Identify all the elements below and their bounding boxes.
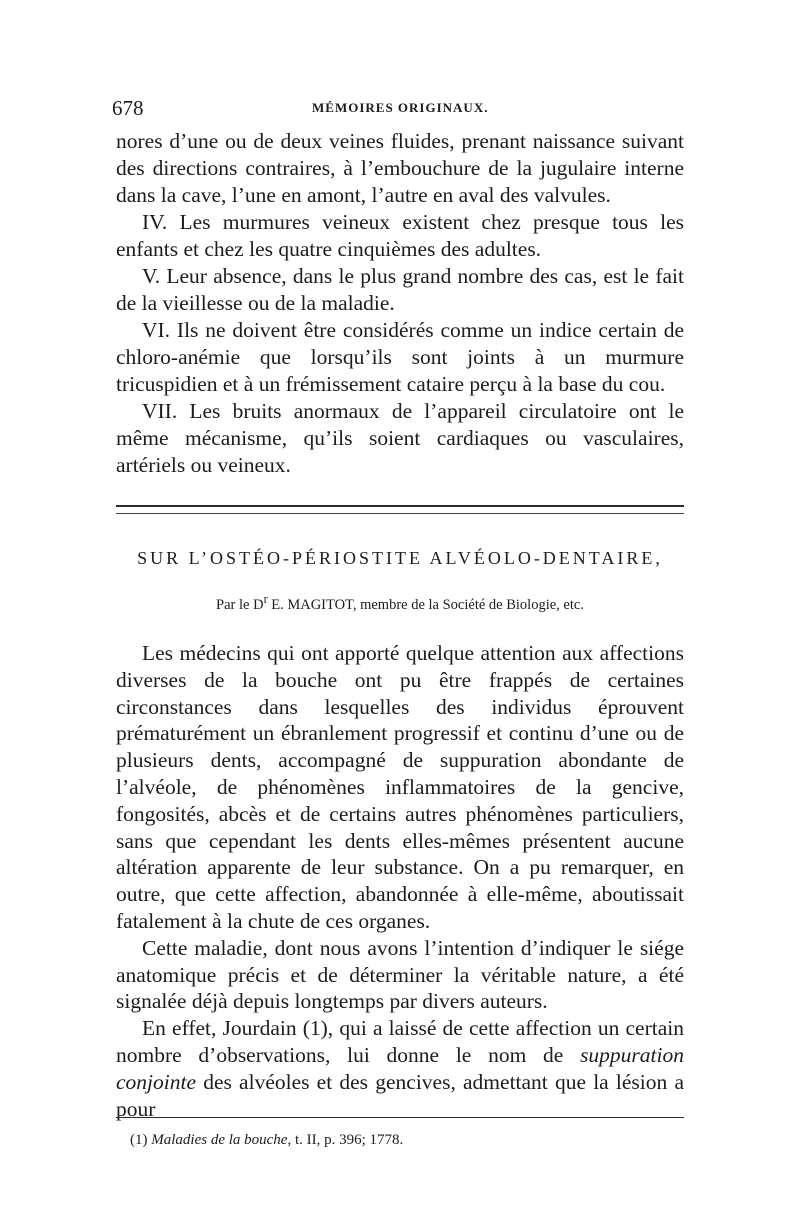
paragraph-text: En effet, Jourdain (1), qui a laissé de cette affection un certain nombre d’observations, lui donne le nom de xyxy=(116,1016,684,1067)
footnote-rule xyxy=(116,1117,684,1118)
byline-prefix: Par le D xyxy=(216,596,264,613)
footnote xyxy=(130,1132,690,1149)
running-head: MÉMOIRES ORIGINAUX. xyxy=(312,100,489,115)
paragraph: Les médecins qui ont apporté quelque attention aux affections diverses de la bouche ont pu être frappés de certaines circonstances dans lesquelles des individus éprouvent prématurément un ébranlement progressif et continu d’une ou de plusieurs dents, accompagné de suppuration abondante de l’alvéole, de phénomènes inflammatoires de la gencive, fongosités, abcès et de certains autres phénomènes particuliers, sans que cependant les dents elles-mêmes présentent aucune altération apparente de leur substance. On a pu remarquer, en outre, que cette affection, abandonnée à elle-même, aboutissait fatalement à la chute de ces organes. xyxy=(116,641,684,933)
paragraph xyxy=(116,1015,684,1122)
paragraph: Cette maladie, dont nous avons l’intention d’indiquer le siége anatomique précis et de déterminer la véritable nature, a été signalée déjà depuis longtemps par divers auteurs. xyxy=(116,935,684,1014)
byline-author: E. MAGITOT, membre de la Société de Biologie, etc. xyxy=(267,596,584,613)
paragraph: IV. Les murmures veineux existent chez presque tous les enfants et chez les quatre cinquièmes des adultes. xyxy=(116,210,684,261)
italic-term: suppuration conjointe xyxy=(116,1042,684,1094)
footnote-title: Maladies de la bouche xyxy=(151,1132,288,1148)
byline-superscript: r xyxy=(263,592,268,606)
section-divider xyxy=(116,505,684,514)
footnote-marker: (1) xyxy=(130,1132,152,1148)
paragraph: nores d’une ou de deux veines fluides, prenant naissance suivant des directions contraires, à l’embouchure de la jugulaire interne dans la cave, l’une en amont, l’autre en aval des valvules. xyxy=(116,129,684,207)
page-number: 678 xyxy=(112,96,144,120)
article-byline xyxy=(116,592,684,614)
footnote-citation: , t. II, p. 396; 1778. xyxy=(287,1132,404,1148)
page-header xyxy=(112,96,682,126)
article-body xyxy=(116,640,684,1122)
previous-article-conclusion xyxy=(116,128,684,479)
paragraph: VI. Ils ne doivent être considérés comme un indice certain de chloro-anémie que lorsqu’ils sont joints à un murmure tricuspidien et à un frémissement cataire perçu à la base du cou. xyxy=(116,318,684,396)
paragraph: VII. Les bruits anormaux de l’appareil circulatoire ont le même mécanisme, qu’ils soient cardiaques ou vasculaires, artériels ou veineux. xyxy=(116,399,684,477)
paragraph: V. Leur absence, dans le plus grand nombre des cas, est le fait de la vieillesse ou de la maladie. xyxy=(116,264,684,315)
article-title: SUR L’OSTÉO-PÉRIOSTITE ALVÉOLO-DENTAIRE, xyxy=(137,548,663,568)
paragraph-text: des alvéoles et des gencives, admettant que la lésion a pour xyxy=(116,1069,684,1121)
